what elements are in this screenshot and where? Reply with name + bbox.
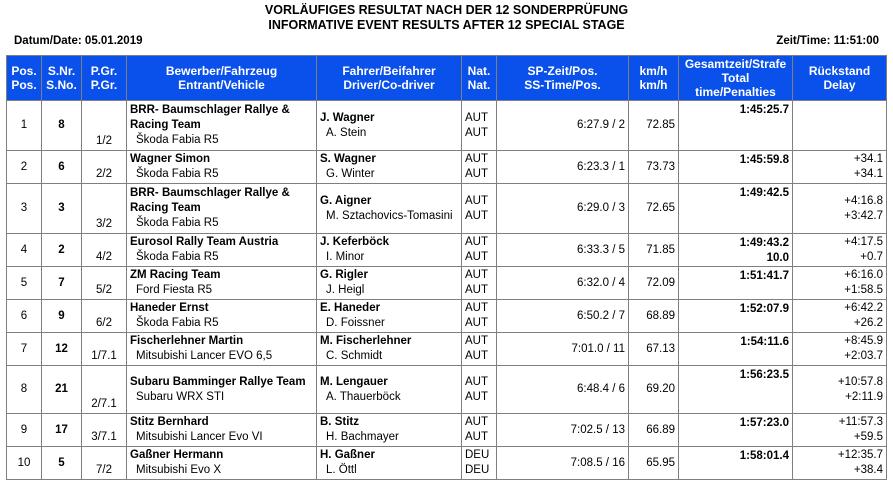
delay-to-leader: +4:17.5 bbox=[844, 236, 883, 248]
cell-nationality bbox=[462, 101, 497, 151]
cell-total-time bbox=[679, 333, 793, 366]
cell-delay bbox=[793, 184, 887, 234]
driver-name: G. Aigner bbox=[320, 194, 372, 207]
delay-to-previous: +2:03.7 bbox=[844, 350, 883, 362]
total-time: 1:49:42.5 bbox=[739, 187, 789, 199]
driver-name: B. Stitz bbox=[320, 416, 359, 428]
col-header-kmh: km/h km/h bbox=[629, 56, 679, 101]
cell-total-time bbox=[679, 184, 793, 234]
driver-name: E. Haneder bbox=[320, 302, 381, 314]
cell-delay bbox=[793, 414, 887, 447]
cell-entrant-vehicle bbox=[127, 447, 317, 480]
table-row bbox=[7, 234, 887, 267]
cell-entrant-vehicle bbox=[127, 234, 317, 267]
codriver-nationality: AUT bbox=[465, 126, 488, 139]
cell-start-number: 8 bbox=[42, 101, 82, 151]
vehicle-name: Ford Fiesta R5 bbox=[136, 284, 213, 296]
cell-group-position: 2/2 bbox=[82, 151, 127, 184]
cell-pos: 4 bbox=[7, 234, 42, 267]
table-row bbox=[7, 300, 887, 333]
codriver-nationality: AUT bbox=[465, 284, 488, 296]
total-time: 1:45:59.8 bbox=[739, 154, 789, 166]
cell-entrant-vehicle bbox=[127, 267, 317, 300]
cell-entrant-vehicle bbox=[127, 101, 317, 151]
cell-speed: 65.95 bbox=[629, 447, 679, 480]
vehicle-name: Škoda Fabia R5 bbox=[136, 251, 219, 263]
codriver-name: M. Sztachovics-Tomasini bbox=[326, 209, 453, 222]
cell-stage-time: 6:23.3 / 1 bbox=[497, 151, 629, 184]
cell-pos: 8 bbox=[7, 366, 42, 414]
driver-nationality: AUT bbox=[465, 236, 488, 248]
driver-nationality: AUT bbox=[465, 416, 488, 428]
table-row bbox=[7, 151, 887, 184]
codriver-name: D. Foissner bbox=[326, 317, 385, 329]
cell-start-number: 6 bbox=[42, 151, 82, 184]
cell-group-position: 3/7.1 bbox=[82, 414, 127, 447]
total-time: 1:51:41.7 bbox=[739, 270, 789, 282]
col-header-driver: Fahrer/Beifahrer Driver/Co-driver bbox=[317, 56, 462, 101]
entrant-name: BRR- Baumschlager Rallye & Racing Team bbox=[130, 104, 290, 131]
cell-group-position: 6/2 bbox=[82, 300, 127, 333]
delay-to-leader: +34.1 bbox=[853, 153, 883, 165]
driver-nationality: AUT bbox=[465, 111, 488, 124]
codriver-name: A. Thauerböck bbox=[326, 390, 401, 403]
cell-group-position: 1/2 bbox=[82, 101, 127, 151]
codriver-nationality: AUT bbox=[465, 390, 488, 403]
total-time: 1:54:11.6 bbox=[740, 336, 789, 348]
table-header-row bbox=[7, 56, 887, 101]
cell-speed: 67.13 bbox=[629, 333, 679, 366]
codriver-name: H. Bachmayer bbox=[326, 431, 399, 443]
cell-nationality bbox=[462, 414, 497, 447]
codriver-nationality: AUT bbox=[465, 209, 488, 222]
cell-pos: 7 bbox=[7, 333, 42, 366]
results-table bbox=[6, 55, 887, 480]
total-time: 1:56:23.5 bbox=[739, 369, 789, 381]
delay-to-previous: +1:58.5 bbox=[844, 284, 883, 296]
cell-speed: 72.65 bbox=[629, 184, 679, 234]
cell-nationality bbox=[462, 267, 497, 300]
cell-stage-time: 6:29.0 / 3 bbox=[497, 184, 629, 234]
cell-stage-time: 6:48.4 / 6 bbox=[497, 366, 629, 414]
cell-pos: 1 bbox=[7, 101, 42, 151]
codriver-name: J. Heigl bbox=[326, 284, 365, 296]
delay-to-previous: +3:42.7 bbox=[844, 209, 883, 222]
delay-to-leader: +8:45.9 bbox=[844, 335, 883, 347]
codriver-nationality: AUT bbox=[465, 317, 488, 329]
codriver-name: L. Öttl bbox=[326, 464, 357, 476]
cell-start-number: 2 bbox=[42, 234, 82, 267]
vehicle-name: Škoda Fabia R5 bbox=[136, 168, 219, 180]
cell-group-position: 4/2 bbox=[82, 234, 127, 267]
cell-start-number: 5 bbox=[42, 447, 82, 480]
cell-delay bbox=[793, 333, 887, 366]
cell-stage-time: 6:33.3 / 5 bbox=[497, 234, 629, 267]
cell-delay bbox=[793, 300, 887, 333]
entrant-name: Subaru Bamminger Rallye Team bbox=[130, 375, 306, 388]
cell-driver-codriver bbox=[317, 366, 462, 414]
col-header-sno: S.Nr. S.No. bbox=[42, 56, 82, 101]
driver-nationality: AUT bbox=[465, 269, 488, 281]
total-time: 1:49:43.2 bbox=[739, 237, 789, 249]
cell-nationality bbox=[462, 300, 497, 333]
entrant-name: Wagner Simon bbox=[130, 153, 211, 165]
table-row bbox=[7, 101, 887, 151]
codriver-nationality: AUT bbox=[465, 431, 488, 443]
cell-stage-time: 6:27.9 / 2 bbox=[497, 101, 629, 151]
cell-driver-codriver bbox=[317, 333, 462, 366]
table-row bbox=[7, 267, 887, 300]
entrant-name: ZM Racing Team bbox=[130, 269, 221, 281]
entrant-name: Eurosol Rally Team Austria bbox=[130, 236, 279, 248]
total-time: 1:57:23.0 bbox=[739, 417, 789, 429]
cell-start-number: 21 bbox=[42, 366, 82, 414]
vehicle-name: Subaru WRX STI bbox=[136, 390, 225, 403]
col-header-entrant: Bewerber/Fahrzeug Entrant/Vehicle bbox=[127, 56, 317, 101]
driver-nationality: AUT bbox=[465, 153, 488, 165]
entrant-name: BRR- Baumschlager Rallye & Racing Team bbox=[130, 187, 290, 214]
cell-driver-codriver bbox=[317, 447, 462, 480]
cell-total-time bbox=[679, 101, 793, 151]
cell-delay bbox=[793, 101, 887, 151]
delay-to-previous: +38.4 bbox=[853, 464, 883, 476]
table-row bbox=[7, 366, 887, 414]
cell-driver-codriver bbox=[317, 234, 462, 267]
cell-total-time bbox=[679, 366, 793, 414]
cell-stage-time: 7:02.5 / 13 bbox=[497, 414, 629, 447]
cell-speed: 66.89 bbox=[629, 414, 679, 447]
codriver-name: I. Minor bbox=[326, 251, 365, 263]
cell-speed: 73.73 bbox=[629, 151, 679, 184]
delay-to-leader: +6:42.2 bbox=[844, 302, 883, 314]
cell-entrant-vehicle bbox=[127, 151, 317, 184]
codriver-name: G. Winter bbox=[326, 168, 375, 180]
cell-delay bbox=[793, 151, 887, 184]
cell-entrant-vehicle bbox=[127, 300, 317, 333]
driver-nationality: AUT bbox=[465, 194, 488, 207]
delay-to-previous: +2:11.9 bbox=[845, 390, 883, 403]
vehicle-name: Mitsubishi Evo X bbox=[136, 464, 222, 476]
driver-nationality: AUT bbox=[465, 375, 488, 388]
table-row bbox=[7, 184, 887, 234]
driver-name: M. Lengauer bbox=[320, 375, 388, 388]
entrant-name: Gaßner Hermann bbox=[130, 449, 224, 461]
cell-start-number: 3 bbox=[42, 184, 82, 234]
driver-name: J. Keferböck bbox=[320, 236, 390, 248]
date-label: Datum/Date: 05.01.2019 bbox=[14, 35, 143, 47]
cell-nationality bbox=[462, 366, 497, 414]
cell-pos: 6 bbox=[7, 300, 42, 333]
cell-driver-codriver bbox=[317, 184, 462, 234]
driver-name: H. Gaßner bbox=[320, 449, 375, 461]
cell-start-number: 9 bbox=[42, 300, 82, 333]
penalty-time: 10.0 bbox=[766, 252, 789, 264]
vehicle-name: Škoda Fabia R5 bbox=[136, 217, 219, 229]
cell-entrant-vehicle bbox=[127, 184, 317, 234]
cell-stage-time: 6:32.0 / 4 bbox=[497, 267, 629, 300]
total-time: 1:45:25.7 bbox=[739, 104, 789, 116]
cell-total-time bbox=[679, 234, 793, 267]
delay-to-previous: +34.1 bbox=[853, 168, 883, 180]
codriver-nationality: AUT bbox=[465, 251, 488, 263]
cell-start-number: 7 bbox=[42, 267, 82, 300]
delay-to-leader: +6:16.0 bbox=[844, 269, 883, 281]
driver-nationality: AUT bbox=[465, 335, 488, 347]
col-header-pgr: P.Gr. P.Gr. bbox=[82, 56, 127, 101]
vehicle-name: Mitsubishi Lancer Evo VI bbox=[136, 431, 263, 443]
driver-nationality: AUT bbox=[465, 302, 488, 314]
col-header-sp: SP-Zeit/Pos. SS-Time/Pos. bbox=[497, 56, 629, 101]
cell-speed: 69.20 bbox=[629, 366, 679, 414]
cell-group-position: 1/7.1 bbox=[82, 333, 127, 366]
codriver-nationality: DEU bbox=[465, 464, 490, 476]
cell-entrant-vehicle bbox=[127, 414, 317, 447]
table-row bbox=[7, 333, 887, 366]
cell-driver-codriver bbox=[317, 300, 462, 333]
cell-nationality bbox=[462, 333, 497, 366]
cell-nationality bbox=[462, 234, 497, 267]
col-header-delay: Rückstand Delay bbox=[793, 56, 887, 101]
cell-pos: 9 bbox=[7, 414, 42, 447]
cell-pos: 3 bbox=[7, 184, 42, 234]
cell-nationality bbox=[462, 184, 497, 234]
cell-delay bbox=[793, 267, 887, 300]
codriver-name: A. Stein bbox=[326, 126, 367, 139]
driver-name: S. Wagner bbox=[320, 153, 376, 165]
cell-driver-codriver bbox=[317, 151, 462, 184]
driver-nationality: DEU bbox=[465, 449, 490, 461]
codriver-nationality: AUT bbox=[465, 168, 488, 180]
cell-pos: 10 bbox=[7, 447, 42, 480]
col-header-pos: Pos. Pos. bbox=[7, 56, 42, 101]
cell-group-position: 5/2 bbox=[82, 267, 127, 300]
cell-delay bbox=[793, 447, 887, 480]
cell-total-time bbox=[679, 300, 793, 333]
cell-speed: 71.85 bbox=[629, 234, 679, 267]
cell-nationality bbox=[462, 151, 497, 184]
total-time: 1:58:01.4 bbox=[739, 450, 789, 462]
cell-pos: 2 bbox=[7, 151, 42, 184]
title-german: VORLÄUFIGES RESULTAT NACH DER 12 SONDERPRÜFUNG bbox=[264, 3, 629, 17]
delay-to-leader: +10:57.8 bbox=[837, 375, 883, 388]
cell-pos: 5 bbox=[7, 267, 42, 300]
vehicle-name: Škoda Fabia R5 bbox=[136, 317, 219, 329]
time-label: Zeit/Time: 11:51:00 bbox=[776, 35, 879, 47]
table-row bbox=[7, 447, 887, 480]
entrant-name: Stitz Bernhard bbox=[130, 416, 209, 428]
col-header-total: Gesamtzeit/Strafe Total time/Penalties bbox=[679, 56, 793, 101]
col-header-nat: Nat. Nat. bbox=[462, 56, 497, 101]
entrant-name: Fischerlehner Martin bbox=[130, 335, 244, 347]
cell-nationality bbox=[462, 447, 497, 480]
cell-entrant-vehicle bbox=[127, 333, 317, 366]
cell-driver-codriver bbox=[317, 414, 462, 447]
title-english: INFORMATIVE EVENT RESULTS AFTER 12 SPECIAL STAGE bbox=[268, 18, 625, 32]
cell-driver-codriver bbox=[317, 101, 462, 151]
driver-name: J. Wagner bbox=[320, 111, 375, 124]
cell-group-position: 2/7.1 bbox=[82, 366, 127, 414]
codriver-nationality: AUT bbox=[465, 350, 488, 362]
cell-start-number: 12 bbox=[42, 333, 82, 366]
cell-stage-time: 6:50.2 / 7 bbox=[497, 300, 629, 333]
cell-total-time bbox=[679, 267, 793, 300]
delay-to-previous: +59.5 bbox=[853, 431, 883, 443]
delay-to-leader: +12:35.7 bbox=[837, 449, 883, 461]
delay-to-leader: +11:57.3 bbox=[838, 416, 883, 428]
cell-delay bbox=[793, 366, 887, 414]
cell-stage-time: 7:01.0 / 11 bbox=[497, 333, 629, 366]
total-time: 1:52:07.9 bbox=[739, 303, 789, 315]
driver-name: M. Fischerlehner bbox=[320, 335, 412, 347]
vehicle-name: Mitsubishi Lancer EVO 6,5 bbox=[136, 350, 273, 362]
cell-speed: 72.85 bbox=[629, 101, 679, 151]
delay-to-previous: +0.7 bbox=[860, 251, 883, 263]
cell-speed: 72.09 bbox=[629, 267, 679, 300]
cell-group-position: 3/2 bbox=[82, 184, 127, 234]
vehicle-name: Škoda Fabia R5 bbox=[136, 134, 219, 146]
cell-total-time bbox=[679, 447, 793, 480]
cell-stage-time: 7:08.5 / 16 bbox=[497, 447, 629, 480]
driver-name: G. Rigler bbox=[320, 269, 368, 281]
entrant-name: Haneder Ernst bbox=[130, 302, 209, 314]
cell-total-time bbox=[679, 151, 793, 184]
cell-driver-codriver bbox=[317, 267, 462, 300]
delay-to-previous: +26.2 bbox=[853, 317, 883, 329]
cell-total-time bbox=[679, 414, 793, 447]
cell-speed: 68.89 bbox=[629, 300, 679, 333]
cell-delay bbox=[793, 234, 887, 267]
cell-entrant-vehicle bbox=[127, 366, 317, 414]
cell-start-number: 17 bbox=[42, 414, 82, 447]
delay-to-leader: +4:16.8 bbox=[844, 194, 883, 207]
cell-group-position: 7/2 bbox=[82, 447, 127, 480]
codriver-name: C. Schmidt bbox=[326, 350, 383, 362]
table-row bbox=[7, 414, 887, 447]
